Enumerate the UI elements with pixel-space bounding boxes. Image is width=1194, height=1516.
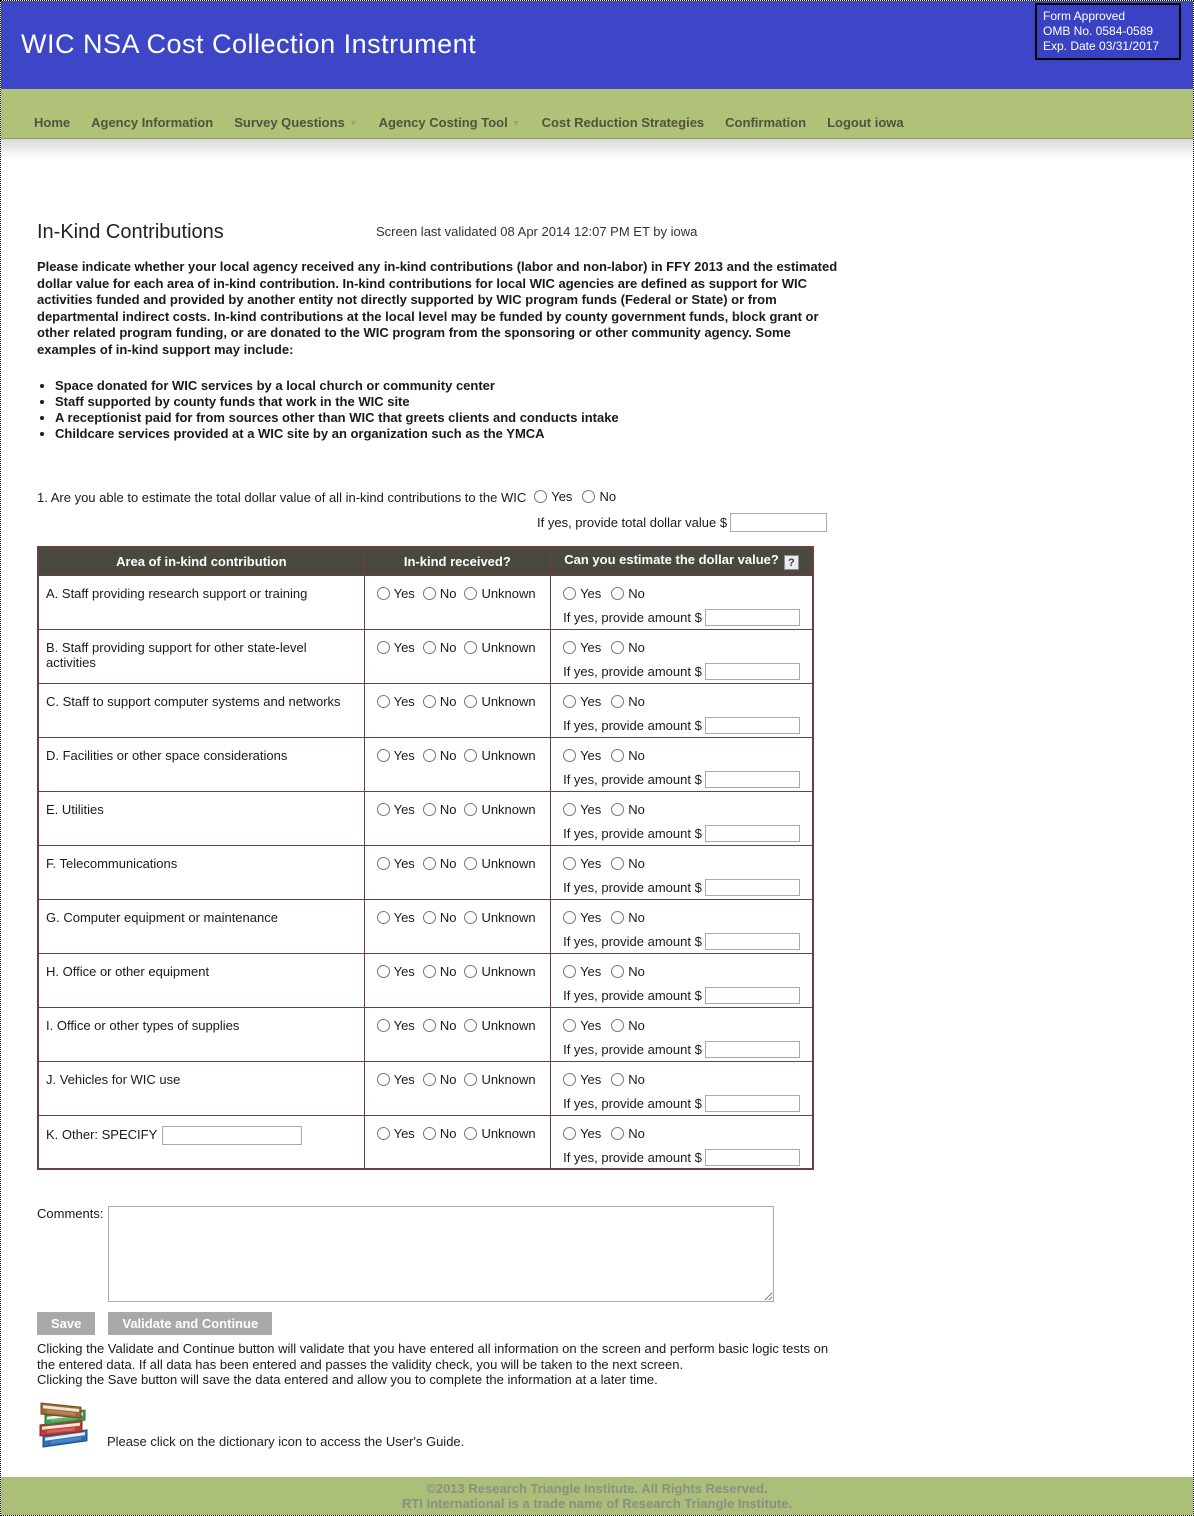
page-title: In-Kind Contributions — [37, 221, 224, 243]
question-1 — [37, 489, 1193, 532]
received-no-radio[interactable]: No — [423, 640, 457, 655]
comments-section — [37, 1206, 1193, 1302]
received-cell — [364, 1061, 550, 1115]
amount-input[interactable] — [705, 1041, 800, 1058]
received-unknown-radio[interactable]: Unknown — [464, 802, 535, 817]
table-row — [38, 1061, 813, 1115]
estimate-yes-radio[interactable]: Yes — [563, 802, 601, 817]
nav-item-confirmation[interactable]: Confirmation — [725, 115, 807, 130]
ifyes-amount-label: If yes, provide amount $ — [563, 609, 702, 625]
row-label: C. Staff to support computer systems and networks — [46, 693, 341, 709]
received-yes-radio[interactable]: Yes — [377, 802, 415, 817]
estimate-yes-radio[interactable]: Yes — [563, 910, 601, 925]
example-item: • A receptionist paid for from sources other than WIC that greets clients and conducts intake — [55, 410, 1193, 426]
received-cell — [364, 1007, 550, 1061]
question1-yes-radio[interactable]: Yes — [534, 489, 572, 504]
received-yes-radio[interactable]: Yes — [377, 1072, 415, 1087]
nav-item-cost-reduction-strategies[interactable]: Cost Reduction Strategies — [541, 115, 705, 130]
received-cell — [364, 629, 550, 683]
received-yes-radio[interactable]: Yes — [377, 694, 415, 709]
received-unknown-radio[interactable]: Unknown — [464, 694, 535, 709]
estimate-no-radio[interactable]: No — [611, 1018, 645, 1033]
table-row — [38, 845, 813, 899]
received-cell — [364, 845, 550, 899]
row-label: F. Telecommunications — [46, 855, 178, 871]
dictionary-books-icon[interactable] — [37, 1400, 95, 1455]
received-unknown-radio[interactable]: Unknown — [464, 964, 535, 979]
estimate-no-radio[interactable]: No — [611, 694, 645, 709]
estimate-cell — [551, 575, 813, 629]
table-row — [38, 629, 813, 683]
received-yes-radio[interactable]: Yes — [377, 856, 415, 871]
nav — [1, 89, 1193, 139]
ifyes-amount-label: If yes, provide amount $ — [563, 717, 702, 733]
table-row — [38, 683, 813, 737]
received-unknown-radio[interactable]: Unknown — [464, 586, 535, 601]
amount-input[interactable] — [705, 609, 800, 626]
received-unknown-radio[interactable]: Unknown — [464, 748, 535, 763]
inkind-table — [37, 546, 814, 1170]
nav-shadow — [1, 139, 1193, 159]
instruction-line: Clicking the Save button will save the data entered and allow you to complete the information at a later time. — [37, 1372, 658, 1387]
estimate-cell — [551, 683, 813, 737]
estimate-yes-radio[interactable]: Yes — [563, 640, 601, 655]
received-cell — [364, 683, 550, 737]
total-dollar-value-input[interactable] — [730, 513, 827, 532]
received-no-radio[interactable]: No — [423, 1126, 457, 1141]
table-header-row — [38, 547, 813, 575]
estimate-cell — [551, 845, 813, 899]
estimate-no-radio[interactable]: No — [611, 964, 645, 979]
received-yes-radio[interactable]: Yes — [377, 1126, 415, 1141]
ifyes-amount-label: If yes, provide amount $ — [563, 663, 702, 679]
footer — [1, 1477, 1193, 1515]
received-cell — [364, 575, 550, 629]
estimate-yes-radio[interactable]: Yes — [563, 694, 601, 709]
nav-item-agency-information[interactable]: Agency Information — [91, 115, 214, 130]
nav-item-home[interactable]: Home — [34, 115, 71, 130]
estimate-yes-radio[interactable]: Yes — [563, 1018, 601, 1033]
comments-label: Comments: — [37, 1206, 104, 1221]
received-cell — [364, 1115, 550, 1169]
estimate-cell — [551, 1061, 813, 1115]
chevron-down-icon: ▼ — [511, 118, 521, 128]
last-validated-text: Screen last validated 08 Apr 2014 12:07 PM ET by iowa — [376, 224, 698, 239]
estimate-yes-radio[interactable]: Yes — [563, 964, 601, 979]
row-label: D. Facilities or other space considerations — [46, 747, 288, 763]
table-row — [38, 899, 813, 953]
received-unknown-radio[interactable]: Unknown — [464, 640, 535, 655]
received-unknown-radio[interactable]: Unknown — [464, 1072, 535, 1087]
question-1-ifyes-label: If yes, provide total dollar value $ — [537, 515, 728, 530]
estimate-no-radio[interactable]: No — [611, 586, 645, 601]
ifyes-amount-label: If yes, provide amount $ — [563, 987, 702, 1003]
amount-input[interactable] — [705, 663, 800, 680]
amount-input[interactable] — [705, 717, 800, 734]
ifyes-amount-label: If yes, provide amount $ — [563, 1149, 702, 1165]
row-label: G. Computer equipment or maintenance — [46, 909, 278, 925]
amount-input[interactable] — [705, 825, 800, 842]
button-instructions — [37, 1341, 849, 1388]
estimate-no-radio[interactable]: No — [611, 1072, 645, 1087]
estimate-no-radio[interactable]: No — [611, 748, 645, 763]
received-no-radio[interactable]: No — [423, 694, 457, 709]
table-row — [38, 1115, 813, 1169]
other-specify-input[interactable] — [162, 1126, 302, 1145]
instruction-line: Clicking the Validate and Continue button will validate that you have entered all information on the screen and perform basic logic tests on the entered data. If all data has been entered and passes the validity check, you will be taken to the next screen. — [37, 1341, 829, 1372]
received-no-radio[interactable]: No — [423, 856, 457, 871]
estimate-cell — [551, 1115, 813, 1169]
received-no-radio[interactable]: No — [423, 1018, 457, 1033]
received-no-radio[interactable]: No — [423, 1072, 457, 1087]
received-cell — [364, 953, 550, 1007]
received-unknown-radio[interactable]: Unknown — [464, 910, 535, 925]
example-item: • Space donated for WIC services by a local church or community center — [55, 378, 1193, 394]
row-label: B. Staff providing support for other state-level activities — [46, 639, 307, 670]
amount-input[interactable] — [705, 933, 800, 950]
table-row — [38, 737, 813, 791]
table-row — [38, 1007, 813, 1061]
estimate-cell — [551, 791, 813, 845]
estimate-yes-radio[interactable]: Yes — [563, 748, 601, 763]
received-no-radio[interactable]: No — [423, 964, 457, 979]
form-approval-box — [1035, 3, 1181, 60]
col-header-area: Area of in-kind contribution — [38, 547, 364, 575]
main-content — [1, 221, 1193, 1455]
row-label: K. Other: SPECIFY — [46, 1126, 158, 1142]
nav-item-agency-costing-tool[interactable]: Agency Costing Tool ▼ — [378, 115, 521, 130]
estimate-yes-radio[interactable]: Yes — [563, 1072, 601, 1087]
received-yes-radio[interactable]: Yes — [377, 640, 415, 655]
examples-list — [55, 378, 1193, 442]
example-item: • Staff supported by county funds that work in the WIC site — [55, 394, 1193, 410]
estimate-no-radio[interactable]: No — [611, 802, 645, 817]
question-1-text: 1. Are you able to estimate the total dollar value of all in-kind contributions to the WIC — [37, 490, 527, 505]
ifyes-amount-label: If yes, provide amount $ — [563, 771, 702, 787]
intro-paragraph: Please indicate whether your local agency received any in-kind contributions (labor and non-labor) in FFY 2013 and the estimated dollar value for each area of in-kind contribution. In-kind contributions for local WIC agencies are defined as support for WIC activities funded and provided by another entity not directly supported by WIC program funds (Federal or State) or from departmental indirect costs. In-kind contributions at the local level may be funded by county government funds, block grant or other related program funding, or are donated to the WIC program from the sponsoring or other community agency. Some examples of in-kind support may include: — [37, 259, 838, 357]
dictionary-caption: Please click on the dictionary icon to access the User's Guide. — [107, 1433, 465, 1449]
table-row — [38, 791, 813, 845]
received-yes-radio[interactable]: Yes — [377, 1018, 415, 1033]
col-header-received: In-kind received? — [364, 547, 550, 575]
save-button[interactable]: Save — [37, 1312, 95, 1335]
question1-no-radio[interactable]: No — [582, 489, 616, 504]
estimate-no-radio[interactable]: No — [611, 1126, 645, 1141]
received-unknown-radio[interactable]: Unknown — [464, 1126, 535, 1141]
received-yes-radio[interactable]: Yes — [377, 586, 415, 601]
amount-input[interactable] — [705, 879, 800, 896]
received-cell — [364, 899, 550, 953]
estimate-yes-radio[interactable]: Yes — [563, 586, 601, 601]
received-unknown-radio[interactable]: Unknown — [464, 856, 535, 871]
table-row — [38, 953, 813, 1007]
received-no-radio[interactable]: No — [423, 910, 457, 925]
received-yes-radio[interactable]: Yes — [377, 964, 415, 979]
row-label: E. Utilities — [46, 801, 104, 817]
col-header-estimate-label: Can you estimate the dollar value? — [564, 552, 779, 568]
col-header-estimate — [551, 547, 813, 575]
amount-input[interactable] — [705, 771, 800, 788]
help-icon[interactable]: ? — [784, 555, 799, 570]
footer-line2: RTI International is a trade name of Research Triangle Institute. — [401, 1495, 793, 1511]
chevron-down-icon: ▼ — [348, 118, 358, 128]
estimate-cell — [551, 1007, 813, 1061]
approval-line1: Form Approved — [1043, 9, 1126, 23]
received-yes-radio[interactable]: Yes — [377, 910, 415, 925]
comments-textarea[interactable] — [108, 1206, 774, 1302]
amount-input[interactable] — [705, 1149, 800, 1166]
received-unknown-radio[interactable]: Unknown — [464, 1018, 535, 1033]
app-title: WIC NSA Cost Collection Instrument — [21, 29, 477, 59]
nav-item-survey-questions[interactable]: Survey Questions ▼ — [234, 115, 358, 130]
received-cell — [364, 737, 550, 791]
ifyes-amount-label: If yes, provide amount $ — [563, 825, 702, 841]
estimate-cell — [551, 953, 813, 1007]
row-label: A. Staff providing research support or training — [46, 585, 308, 601]
masthead — [1, 1, 1193, 89]
estimate-yes-radio[interactable]: Yes — [563, 1126, 601, 1141]
row-label: J. Vehicles for WIC use — [46, 1071, 181, 1087]
estimate-cell — [551, 899, 813, 953]
question-1-options — [534, 489, 626, 506]
estimate-cell — [551, 737, 813, 791]
ifyes-amount-label: If yes, provide amount $ — [563, 879, 702, 895]
estimate-no-radio[interactable]: No — [611, 910, 645, 925]
nav-item-logout-iowa[interactable]: Logout iowa — [827, 115, 904, 130]
amount-input[interactable] — [705, 987, 800, 1004]
received-cell — [364, 791, 550, 845]
ifyes-amount-label: If yes, provide amount $ — [563, 1041, 702, 1057]
received-yes-radio[interactable]: Yes — [377, 748, 415, 763]
approval-line3: Exp. Date 03/31/2017 — [1043, 39, 1160, 53]
approval-line2: OMB No. 0584-0589 — [1043, 24, 1154, 38]
validate-continue-button[interactable]: Validate and Continue — [108, 1312, 272, 1335]
example-item: • Childcare services provided at a WIC site by an organization such as the YMCA — [55, 426, 1193, 442]
estimate-no-radio[interactable]: No — [611, 856, 645, 871]
row-label: I. Office or other types of supplies — [46, 1017, 240, 1033]
ifyes-amount-label: If yes, provide amount $ — [563, 933, 702, 949]
received-no-radio[interactable]: No — [423, 586, 457, 601]
received-no-radio[interactable]: No — [423, 802, 457, 817]
table-row — [38, 575, 813, 629]
estimate-cell — [551, 629, 813, 683]
amount-input[interactable] — [705, 1095, 800, 1112]
ifyes-amount-label: If yes, provide amount $ — [563, 1095, 702, 1111]
estimate-no-radio[interactable]: No — [611, 640, 645, 655]
estimate-yes-radio[interactable]: Yes — [563, 856, 601, 871]
footer-line1: ©2013 Research Triangle Institute. All Rights Reserved. — [426, 1480, 768, 1496]
row-label: H. Office or other equipment — [46, 963, 210, 979]
received-no-radio[interactable]: No — [423, 748, 457, 763]
